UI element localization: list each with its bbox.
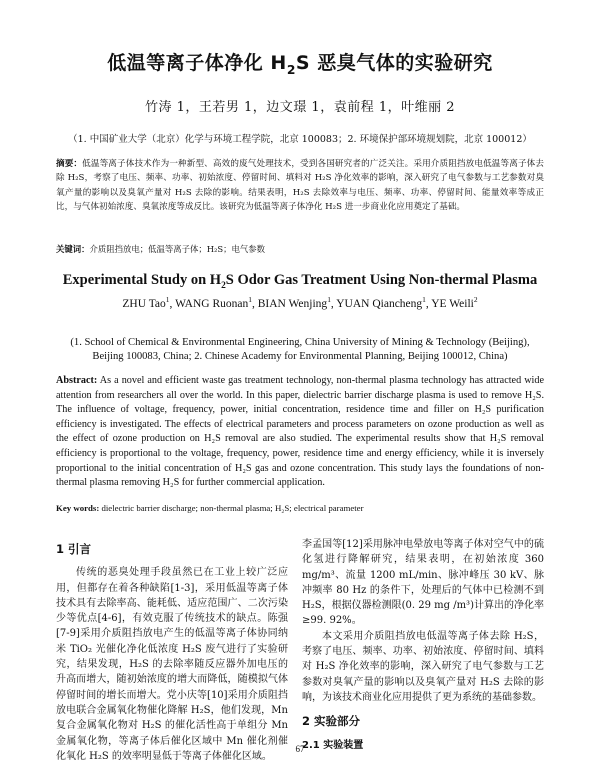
keywords-en-label: Key words: [56, 503, 100, 513]
body-column-left [56, 538, 288, 764]
abstract-cn-label: 摘要： [56, 159, 83, 169]
affiliation-english: (1. School of Chemical & Environmental Engineering, China University of Mining & Technology (Beijing), Beijing 100083, China; 2. Chinese Academy for Environmental Planning, Beijing 100012, China) [70, 337, 530, 362]
abstract-en-text: As a novel and efficient waste gas treatment technology, non-thermal plasma technology has attracted wide attention from researchers all over the world. In this paper, dielectric barrier discharge plasma is used to remove H₂S. The influence of voltage, frequency, power, initial concentration, residence time and filler on H₂S purification efficiency is investigated. The effects of electrical parameters and process parameters on ozone production as well as the effect of ozone production on H₂S removal are also studied. The experimental results show that H₂S removal efficiency is proportional to the voltage, frequency, power, residence time and energy efficiency, while it is inversely proportional to the initial concentration of H₂S gas and ozone concentration. This study lays the foundations of non-thermal plasma removing H₂S for further commercial application. [56, 375, 544, 489]
title-english: Experimental Study on $H_2S$ Odor Gas Treatment Using Non-thermal Plasma [62, 272, 538, 291]
section-2-1-heading: 2.1 实验装置 [302, 739, 364, 751]
author-en: YUAN Qiancheng$^1$ [336, 295, 426, 310]
body-paragraph: 李孟国等[12]采用脉冲电晕放电等离子体对空气中的硫化氢进行降解研究，结果表明，在初始浓度 360 mg/m³、流量 1200 mL/min、脉冲峰压 30 kV、脉冲频率 80 Hz 的条件下，处理后的气体中已检测不到 H₂S，根据仪器检测限(0. 29 mg /m³)计算出的净化率≥99. 92%。 [302, 539, 544, 627]
title-chinese: 低温等离子体净化 $H_2S$ 恶臭气体的实验研究 [107, 52, 493, 77]
abstract-english [56, 374, 544, 491]
author-en: BIAN Wenjing$^1$ [257, 295, 331, 310]
body-paragraph: 本文采用介质阻挡放电低温等离子体去除 H₂S，考察了电压、频率、功率、初始浓度、停留时间、填料对 H₂S 净化效率的影响，深入研究了电气参数与工艺参数对臭氧产量的影响以及臭氧产量对 H₂S 去除的影响，为该技术商业化应用提供了更为系统的基础参数。 [302, 630, 544, 703]
keywords-cn-text: 介质阻挡放电；低温等离子体；H₂S；电气参数 [89, 244, 266, 254]
abstract-chinese [56, 157, 544, 215]
author-en: YE Weili$^2$ [431, 295, 478, 310]
keywords-cn-label: 关键词： [56, 244, 90, 254]
authors-chinese: 竹涛 1，王若男 1，边文璟 1，袁前程 1，叶维丽 2 [144, 100, 456, 115]
keywords-english [56, 502, 544, 514]
abstract-en-label: Abstract: [56, 375, 98, 386]
abstract-cn-text: 低温等离子体技术作为一种新型、高效的废气处理技术，受到各国研究者的广泛关注。采用介质阻挡放电低温等离子体去除 H₂S，考察了电压、频率、功率、初始浓度、停留时间、填料对 H₂S 净化效率的影响，深入研究了电气参数与工艺参数对臭氧产量的影响以及臭氧产量对 H₂S 去除的影响。结果表明，H₂S 去除效率与电压、频率、功率、停留时间、能量效率等成正比，与气体初始浓度、臭氧浓度等成反比。该研究为低温等离子体净化 H₂S 进一步商业化应用奠定了基础。 [56, 159, 544, 213]
affiliation-chinese: （1. 中国矿业大学（北京）化学与环境工程学院，北京 100083；2. 环境保护部环境规划院，北京 100012） [68, 134, 532, 145]
body-paragraph: 传统的恶臭处理手段虽然已在工业上较广泛应用，但都存在着各种缺陷[1-3]，采用低温等离子体技术具有去除率高、能耗低、适应范围广、二次污染少等优点[4-6]，有效克服了传统技术的缺点。陈强[7-9]采用介质阻挡放电产生的低温等离子体协同纳米 TiO₂ 光催化净化低浓度 H₂S 废气进行了实验研究，结果发现，H₂S 的去除率随反应器外加电压的升高而增大，随初始浓度的增大而降低，随模拟气体停留时间的增长而增大。党小庆等[10]采用介质阻挡放电联合金属氧化物催化降解 H₂S，他们发现，Mn 复合金属氧化物对 H₂S 的催化活性高于单组分 Mn 金属氧化物，等离子体后催化区域中 Mn 催化剂催化氧化 H₂S 的效率明显低于等离子体催化区域。 [56, 567, 288, 762]
section-1-heading: 1 引言 [56, 542, 92, 556]
author-en: ZHU Tao$^1$ [122, 295, 170, 310]
section-2-heading: 2 实验部分 [302, 714, 361, 729]
body-column-right [302, 537, 544, 753]
keywords-chinese [56, 243, 544, 255]
author-en: WANG Ruonan$^1$ [175, 295, 252, 310]
authors-english: ZHU Tao$^1$, WANG Ruonan$^1$, BIAN Wenjing$^1$, YUAN Qiancheng$^1$, YE Weili$^2$ [122, 295, 478, 310]
page-number: 67 [295, 744, 305, 754]
keywords-en-text: dielectric barrier discharge; non-thermal plasma; H₂S; electrical parameter [101, 503, 364, 513]
